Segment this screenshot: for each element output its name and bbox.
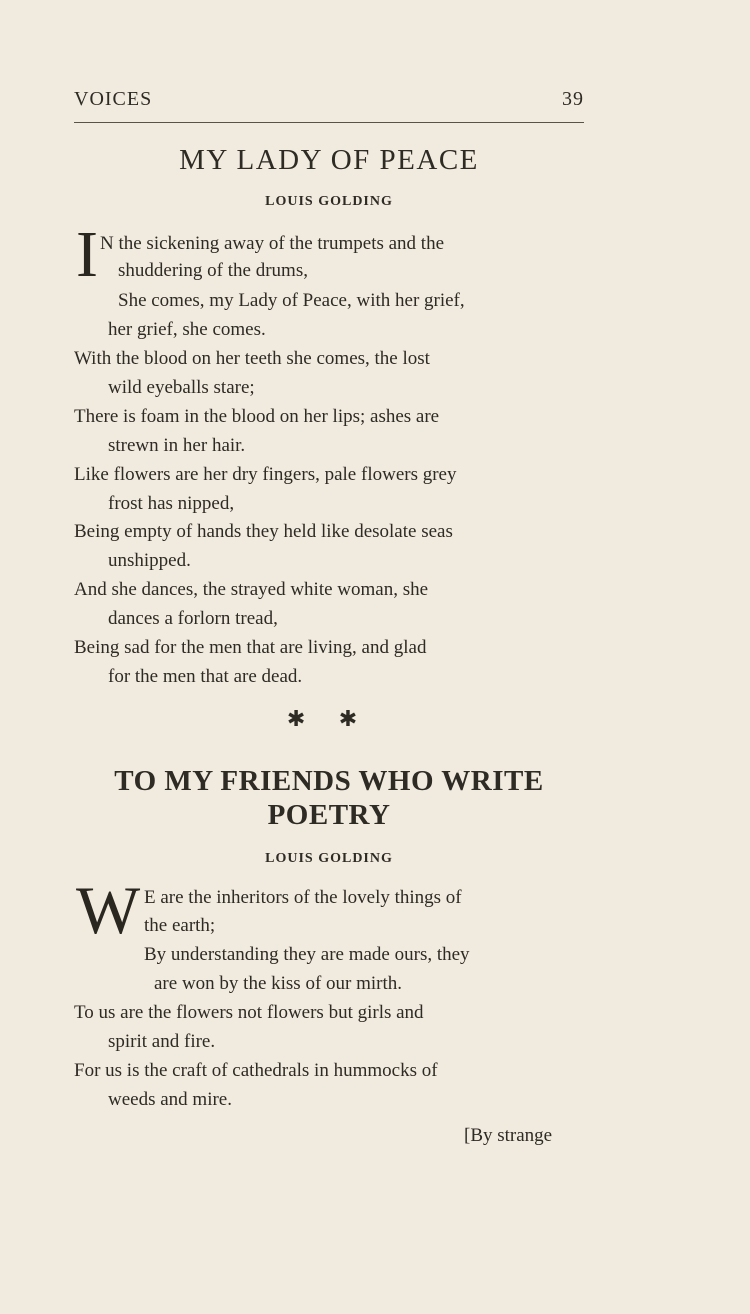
poem-line: strewn in her hair.	[108, 435, 246, 456]
poem-title-line: POETRY	[267, 799, 391, 831]
poem-line: frost has nipped,	[108, 493, 235, 514]
poem-line: N the sickening away of the trumpets and the	[100, 233, 445, 254]
poem-line: the earth;	[144, 915, 216, 936]
poem-line: Being sad for the men that are living, and glad	[74, 637, 427, 658]
poem-line: wild eyeballs stare;	[108, 377, 255, 398]
running-head	[74, 88, 584, 111]
poem-line: dances a forlorn tread,	[108, 608, 278, 629]
poem-line: Being empty of hands they held like desolate seas	[74, 521, 453, 542]
poem-line: By understanding they are made ours, they	[144, 944, 470, 965]
poem-line: for the men that are dead.	[108, 666, 303, 687]
poem-line: She comes, my Lady of Peace, with her grief,	[118, 290, 465, 311]
header-rule	[74, 122, 584, 123]
poem-author: LOUIS GOLDING	[265, 851, 393, 866]
poem-title: MY LADY OF PEACE	[179, 144, 479, 176]
poem-line: With the blood on her teeth she comes, the lost	[74, 348, 430, 369]
section-separator: ✱ ✱	[286, 706, 372, 731]
poem-line: spirit and fire.	[108, 1031, 216, 1052]
poem-line: To us are the flowers not flowers but girls and	[74, 1002, 424, 1023]
poem-line: For us is the craft of cathedrals in hummocks of	[74, 1060, 438, 1081]
poem-line: And she dances, the strayed white woman, she	[74, 579, 429, 600]
poem-line: her grief, she comes.	[108, 319, 266, 340]
poem-title	[74, 764, 584, 832]
running-title: VOICES	[74, 88, 153, 110]
poem-line: are won by the kiss of our mirth.	[154, 973, 403, 994]
poem-line: shuddering of the drums,	[118, 260, 308, 281]
poem-line: Like flowers are her dry fingers, pale flowers grey	[74, 464, 457, 485]
catchword: [By strange	[464, 1125, 553, 1146]
drop-cap: W	[76, 872, 141, 948]
poem-line: There is foam in the blood on her lips; ashes are	[74, 406, 440, 427]
poem-author: LOUIS GOLDING	[265, 194, 393, 209]
poem-line: weeds and mire.	[108, 1089, 232, 1110]
page-number: 39	[562, 88, 584, 110]
poem-line: unshipped.	[108, 550, 191, 571]
drop-cap: I	[76, 218, 98, 291]
poem-line: E are the inheritors of the lovely things of	[144, 887, 462, 908]
poem-title-line: TO MY FRIENDS WHO WRITE	[114, 765, 544, 797]
